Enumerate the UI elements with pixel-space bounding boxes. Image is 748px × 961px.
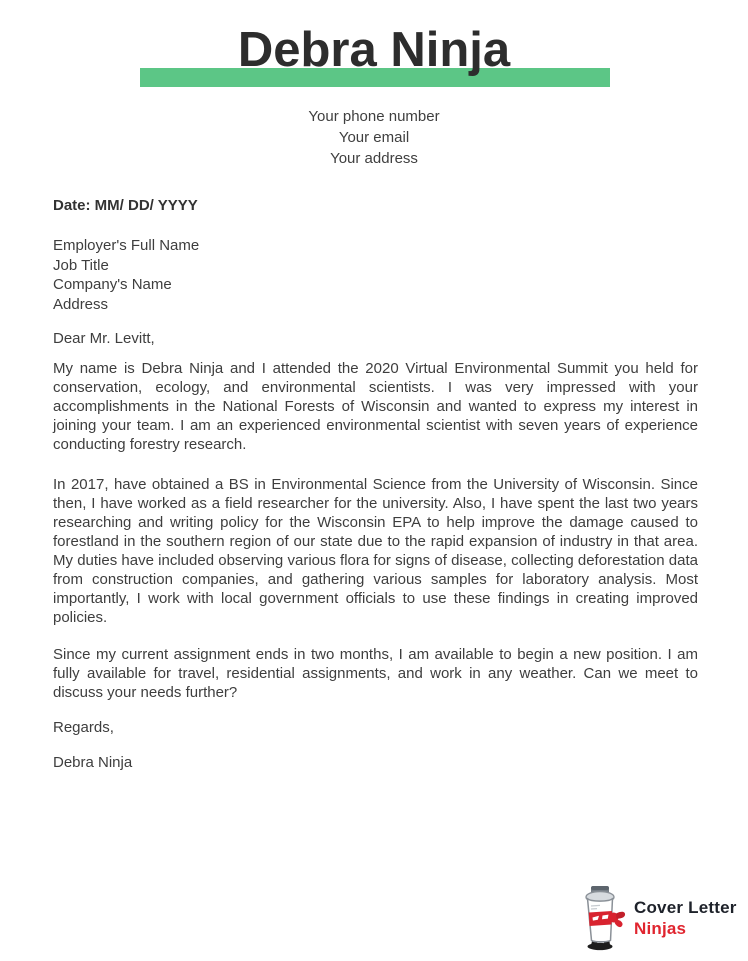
recipient-name: Employer's Full Name	[53, 237, 200, 254]
contact-email: Your email	[338, 129, 410, 146]
logo-text-line1: Cover Letter	[634, 898, 737, 917]
scroll-ninja-mascot-icon	[576, 884, 626, 952]
paragraph-1: My name is Debra Ninja and I attended the 2020 Virtual Environmental Summit you held for conservation, ecology, and environmental scientists. I was very impressed with your accomplishments in the National Forests of Wisconsin and wanted to express my interest in joining your team. I am an experienced environmental scientist with seven years of experience conducting forestry research.	[53, 360, 698, 453]
cover-letter-ninjas-logo[interactable]	[576, 884, 737, 952]
candidate-name-title: Debra Ninja	[237, 23, 511, 77]
recipient-block	[53, 236, 698, 314]
recipient-job-title: Job Title	[53, 256, 109, 274]
contact-block	[0, 106, 748, 169]
signature: Debra Ninja	[53, 754, 133, 771]
logo-text-line2: Ninjas	[634, 919, 687, 938]
paragraph-3: Since my current assignment ends in two months, I am available to begin a new position. I am fully available for travel, residential assignments, and work in any weather. Can we meet to discuss your needs further?	[53, 646, 698, 701]
date-line: Date: MM/ DD/ YYYY	[53, 197, 198, 214]
closing: Regards,	[53, 719, 114, 736]
paragraph-2: In 2017, have obtained a BS in Environmental Science from the University of Wisconsin. Since then, I have worked as a field researcher for the university. Also, I have spent the last two years researching and writing policy for the Wisconsin EPA to help improve the damage caused to forestland in the southern region of our state due to the rapid expansion of industry in that area. My duties have included observing various flora for signs of disease, collecting deforestation data from construction companies, and gathering various samples for laboratory analysis. Most importantly, I work with local government officials to use these findings in creating improved policies.	[53, 476, 698, 626]
contact-phone: Your phone number	[308, 108, 440, 125]
salutation: Dear Mr. Levitt,	[53, 330, 155, 347]
logo-text	[634, 897, 737, 939]
recipient-address: Address	[53, 295, 109, 313]
letter-body	[53, 197, 698, 772]
contact-address: Your address	[330, 150, 418, 167]
recipient-company: Company's Name	[53, 276, 172, 293]
